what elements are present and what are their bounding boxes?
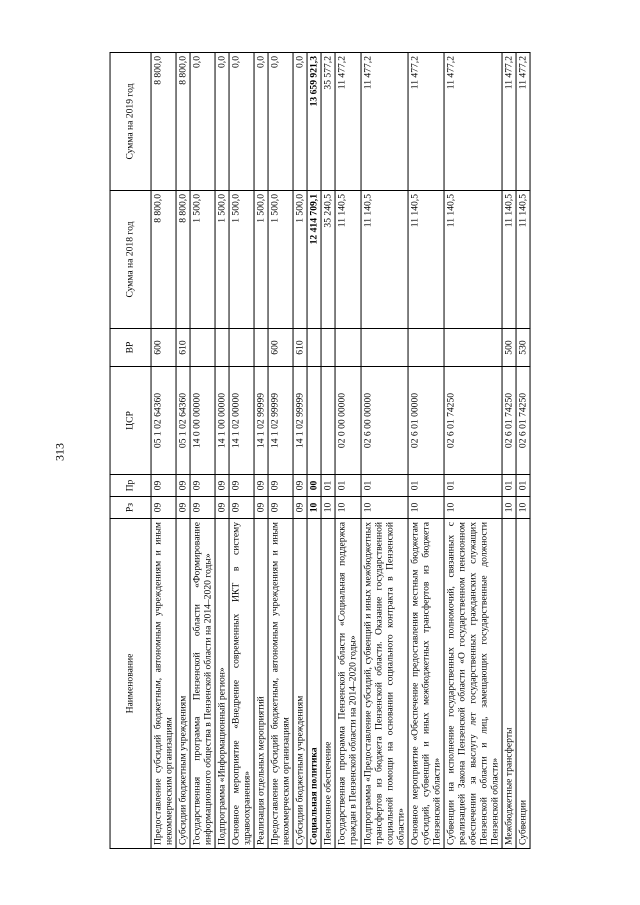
cell-sum-2019: 13 659 921,3 bbox=[307, 53, 321, 191]
cell-pr: 09 bbox=[151, 475, 176, 497]
cell-name: Основное мероприятие «Внедрение современных ИКТ в систему здравоохранения» bbox=[229, 519, 254, 849]
cell-sum-2018: 11 140,5 bbox=[408, 191, 444, 329]
header-pr: Пр bbox=[110, 475, 151, 497]
cell-csr: 14 1 02 00000 bbox=[229, 367, 254, 475]
cell-vr bbox=[254, 329, 268, 367]
table-row bbox=[151, 53, 176, 849]
cell-rz: 10 bbox=[361, 497, 408, 519]
cell-rz: 10 bbox=[408, 497, 444, 519]
cell-rz: 09 bbox=[215, 497, 229, 519]
cell-vr: 610 bbox=[293, 329, 307, 367]
header-csr: ЦСР bbox=[110, 367, 151, 475]
cell-sum-2018: 1 500,0 bbox=[215, 191, 229, 329]
table-row bbox=[176, 53, 190, 849]
cell-sum-2019: 0,0 bbox=[190, 53, 215, 191]
cell-pr: 01 bbox=[408, 475, 444, 497]
cell-rz: 09 bbox=[254, 497, 268, 519]
budget-table-container bbox=[110, 53, 531, 849]
cell-vr bbox=[321, 329, 335, 367]
table-row bbox=[254, 53, 268, 849]
cell-sum-2019: 11 477,2 bbox=[335, 53, 360, 191]
cell-csr: 14 1 02 99999 bbox=[268, 367, 293, 475]
cell-name: Подпрограмма «Предоставление субсидий, субвенций и иных межбюджетных трансфертов из бюджета Пензенской области. Оказание государственной социальной помощи на основании социального контракта в Пензенской области» bbox=[361, 519, 408, 849]
cell-rz: 10 bbox=[444, 497, 502, 519]
cell-rz: 09 bbox=[229, 497, 254, 519]
cell-sum-2018: 11 140,5 bbox=[335, 191, 360, 329]
cell-csr: 14 0 00 00000 bbox=[190, 367, 215, 475]
cell-rz: 09 bbox=[293, 497, 307, 519]
cell-sum-2019: 0,0 bbox=[215, 53, 229, 191]
cell-sum-2019: 8 800,0 bbox=[176, 53, 190, 191]
cell-sum-2019: 0,0 bbox=[293, 53, 307, 191]
cell-sum-2019: 0,0 bbox=[229, 53, 254, 191]
header-name: Наименование bbox=[110, 519, 151, 849]
cell-vr bbox=[361, 329, 408, 367]
table-row bbox=[502, 53, 516, 849]
cell-rz: 09 bbox=[268, 497, 293, 519]
cell-name: Социальная политика bbox=[307, 519, 321, 849]
table-row bbox=[361, 53, 408, 849]
cell-csr: 05 1 02 64360 bbox=[176, 367, 190, 475]
cell-csr: 02 6 01 74250 bbox=[516, 367, 530, 475]
table-row bbox=[229, 53, 254, 849]
cell-sum-2019: 35 577,2 bbox=[321, 53, 335, 191]
cell-vr bbox=[408, 329, 444, 367]
cell-csr bbox=[307, 367, 321, 475]
cell-sum-2018: 1 500,0 bbox=[229, 191, 254, 329]
cell-vr: 500 bbox=[502, 329, 516, 367]
cell-csr: 14 1 00 00000 bbox=[215, 367, 229, 475]
cell-name: Субсидии бюджетным учреждениям bbox=[293, 519, 307, 849]
cell-sum-2018: 1 500,0 bbox=[268, 191, 293, 329]
cell-pr: 09 bbox=[293, 475, 307, 497]
cell-pr: 09 bbox=[229, 475, 254, 497]
cell-pr: 01 bbox=[361, 475, 408, 497]
cell-name: Субсидии бюджетным учреждениям bbox=[176, 519, 190, 849]
cell-sum-2018: 8 800,0 bbox=[151, 191, 176, 329]
cell-csr: 14 1 02 99999 bbox=[293, 367, 307, 475]
cell-pr: 01 bbox=[444, 475, 502, 497]
table-row bbox=[293, 53, 307, 849]
cell-sum-2018: 1 500,0 bbox=[293, 191, 307, 329]
table-header-row bbox=[110, 53, 151, 849]
cell-vr bbox=[444, 329, 502, 367]
cell-pr: 09 bbox=[176, 475, 190, 497]
cell-sum-2019: 11 477,2 bbox=[516, 53, 530, 191]
cell-sum-2018: 12 414 709,1 bbox=[307, 191, 321, 329]
cell-vr: 610 bbox=[176, 329, 190, 367]
cell-sum-2019: 11 477,2 bbox=[444, 53, 502, 191]
table-row bbox=[268, 53, 293, 849]
cell-vr: 600 bbox=[268, 329, 293, 367]
cell-name: Субвенции на исполнение государственных полномочий, связанных с реализацией Закона Пензенской области «О государственном пенсионном обеспечении за выслугу лет государственных гражданских служащих Пензенской области и лиц, замещающих государственные должности Пензенской области» bbox=[444, 519, 502, 849]
cell-name: Реализация отдельных мероприятий bbox=[254, 519, 268, 849]
cell-sum-2018: 1 500,0 bbox=[254, 191, 268, 329]
cell-sum-2018: 11 140,5 bbox=[444, 191, 502, 329]
table-row bbox=[215, 53, 229, 849]
cell-pr: 09 bbox=[215, 475, 229, 497]
cell-rz: 10 bbox=[502, 497, 516, 519]
cell-sum-2018: 35 240,5 bbox=[321, 191, 335, 329]
table-row bbox=[444, 53, 502, 849]
cell-csr: 02 0 00 00000 bbox=[335, 367, 360, 475]
table-row bbox=[335, 53, 360, 849]
cell-pr: 00 bbox=[307, 475, 321, 497]
table-row bbox=[516, 53, 530, 849]
cell-rz: 10 bbox=[516, 497, 530, 519]
cell-name: Предоставление субсидий бюджетным, автономным учреждениям и иным некоммерческим организациям bbox=[268, 519, 293, 849]
header-vr: ВР bbox=[110, 329, 151, 367]
table-row bbox=[408, 53, 444, 849]
cell-csr: 02 6 01 74250 bbox=[502, 367, 516, 475]
cell-csr: 02 6 01 74250 bbox=[444, 367, 502, 475]
cell-vr bbox=[190, 329, 215, 367]
cell-sum-2019: 0,0 bbox=[254, 53, 268, 191]
cell-name: Предоставление субсидий бюджетным, автономным учреждениям и иным некоммерческим организациям bbox=[151, 519, 176, 849]
cell-vr: 600 bbox=[151, 329, 176, 367]
cell-pr: 01 bbox=[321, 475, 335, 497]
table-row bbox=[307, 53, 321, 849]
cell-pr: 09 bbox=[190, 475, 215, 497]
cell-sum-2019: 8 800,0 bbox=[151, 53, 176, 191]
budget-table bbox=[110, 52, 531, 849]
cell-name: Государственная программа Пензенской области «Социальная поддержка граждан в Пензенской области на 2014–2020 годы» bbox=[335, 519, 360, 849]
page-number: 313 bbox=[52, 443, 67, 461]
header-sum-2019: Сумма на 2019 год bbox=[110, 53, 151, 191]
cell-vr bbox=[335, 329, 360, 367]
cell-sum-2019: 11 477,2 bbox=[502, 53, 516, 191]
cell-rz: 10 bbox=[307, 497, 321, 519]
cell-rz: 09 bbox=[176, 497, 190, 519]
cell-sum-2018: 11 140,5 bbox=[361, 191, 408, 329]
cell-pr: 09 bbox=[254, 475, 268, 497]
cell-csr bbox=[321, 367, 335, 475]
cell-rz: 10 bbox=[321, 497, 335, 519]
cell-name: Государственная программа Пензенской области «Формирование информационного общества в Пензенской области на 2014–2020 годы» bbox=[190, 519, 215, 849]
cell-sum-2019: 0,0 bbox=[268, 53, 293, 191]
cell-sum-2018: 11 140,5 bbox=[502, 191, 516, 329]
cell-csr: 14 1 02 99999 bbox=[254, 367, 268, 475]
cell-pr: 01 bbox=[502, 475, 516, 497]
cell-vr bbox=[307, 329, 321, 367]
cell-name: Основное мероприятие «Обеспечение предоставления местным бюджетам субсидий, субвенций и иных межбюджетных трансфертов из бюджета Пензенской области» bbox=[408, 519, 444, 849]
cell-name: Межбюджетные трансферты bbox=[502, 519, 516, 849]
cell-name: Подпрограмма «Информационный регион» bbox=[215, 519, 229, 849]
cell-name: Субвенции bbox=[516, 519, 530, 849]
cell-sum-2018: 11 140,5 bbox=[516, 191, 530, 329]
cell-pr: 01 bbox=[335, 475, 360, 497]
table-body bbox=[151, 53, 530, 849]
cell-sum-2019: 11 477,2 bbox=[408, 53, 444, 191]
cell-vr: 530 bbox=[516, 329, 530, 367]
header-rz: Рз bbox=[110, 497, 151, 519]
cell-pr: 01 bbox=[516, 475, 530, 497]
cell-rz: 09 bbox=[190, 497, 215, 519]
cell-vr bbox=[229, 329, 254, 367]
table-row bbox=[321, 53, 335, 849]
cell-sum-2018: 1 500,0 bbox=[190, 191, 215, 329]
cell-rz: 09 bbox=[151, 497, 176, 519]
cell-sum-2018: 8 800,0 bbox=[176, 191, 190, 329]
cell-pr: 09 bbox=[268, 475, 293, 497]
cell-sum-2019: 11 477,2 bbox=[361, 53, 408, 191]
cell-vr bbox=[215, 329, 229, 367]
cell-rz: 10 bbox=[335, 497, 360, 519]
cell-csr: 02 6 00 00000 bbox=[361, 367, 408, 475]
cell-csr: 02 6 01 00000 bbox=[408, 367, 444, 475]
header-sum-2018: Сумма на 2018 год bbox=[110, 191, 151, 329]
table-row bbox=[190, 53, 215, 849]
cell-name: Пенсионное обеспечение bbox=[321, 519, 335, 849]
cell-csr: 05 1 02 64360 bbox=[151, 367, 176, 475]
